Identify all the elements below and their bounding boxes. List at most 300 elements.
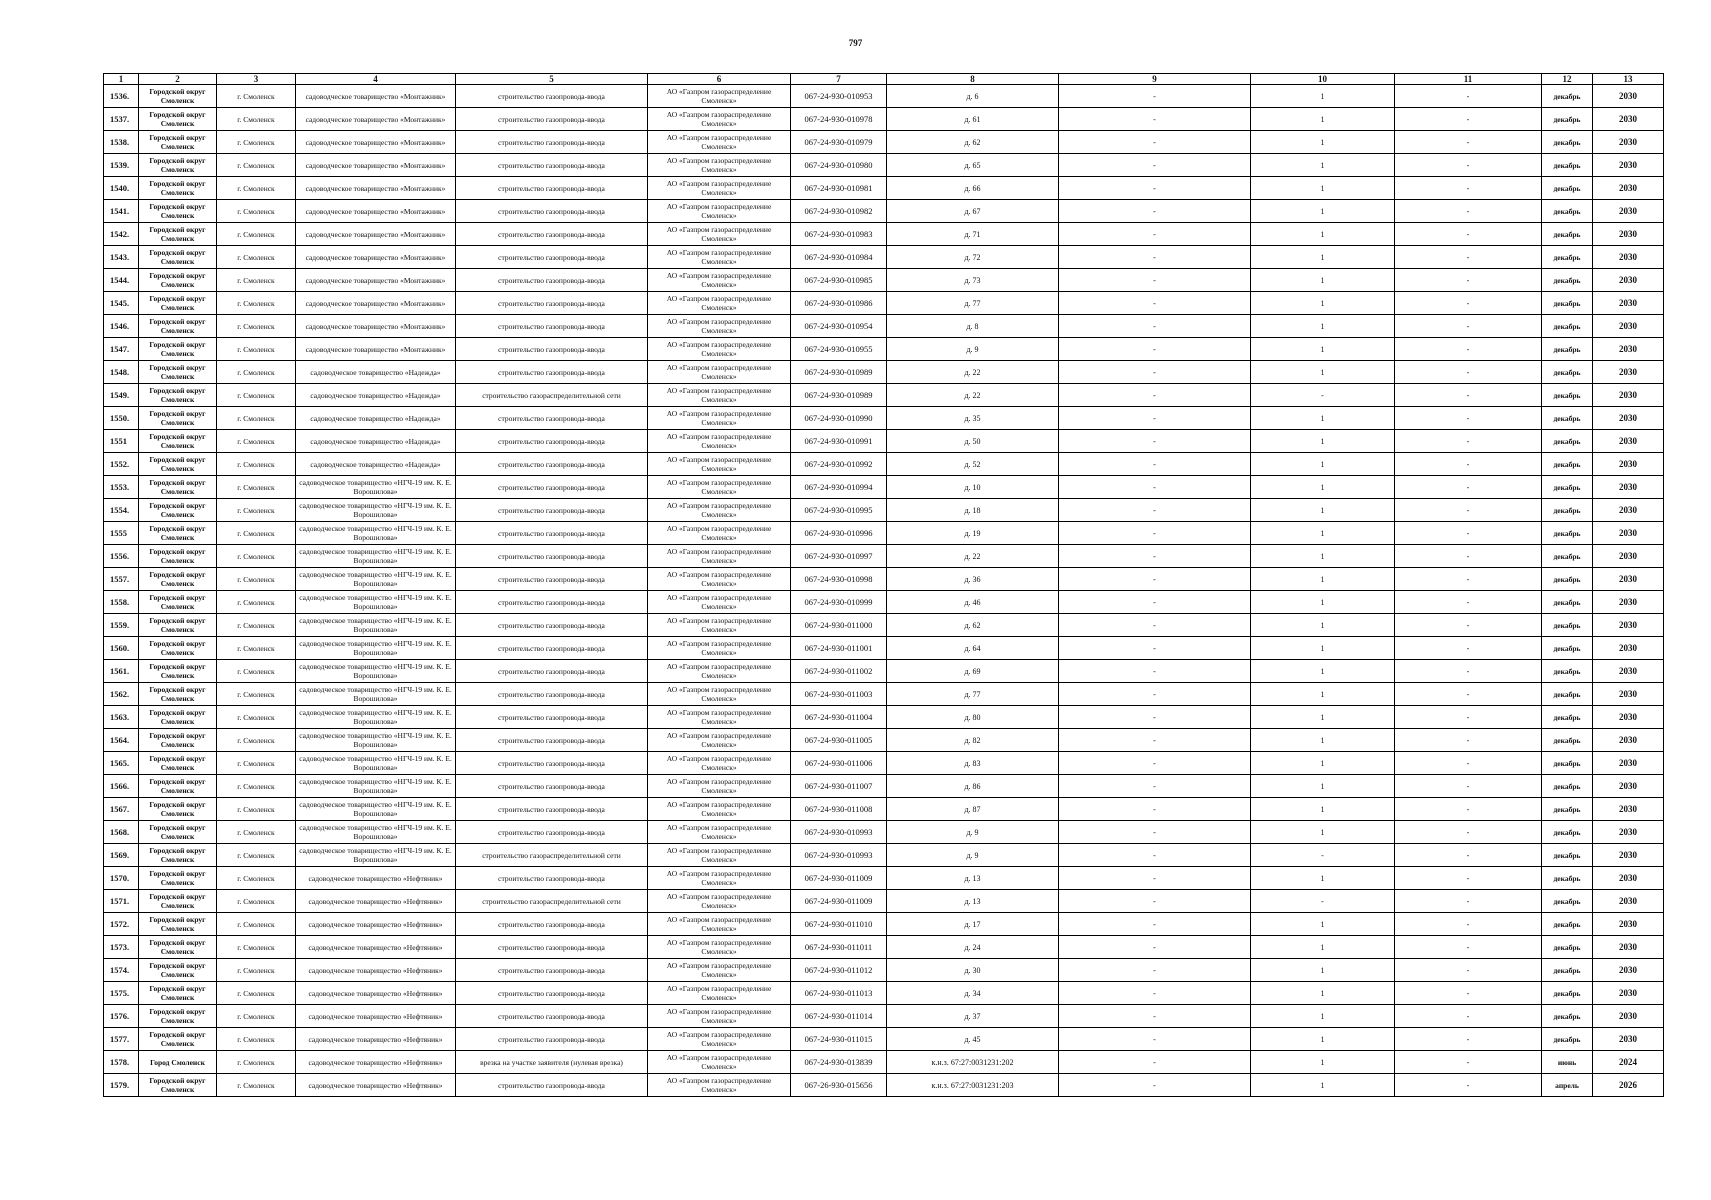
cell-month: декабрь: [1542, 545, 1593, 568]
cell-request-code: 067-24-930-011002: [791, 660, 887, 683]
cell-year: 2030: [1593, 85, 1664, 108]
cell-col-10: 1: [1251, 85, 1395, 108]
cell-organization: садоводческое товарищество «НГЧ-19 им. К. Е. Ворошилова»: [296, 614, 456, 637]
cell-operator: АО «Газпром газораспределение Смоленск»: [648, 453, 791, 476]
cell-locality: г. Смоленск: [217, 1074, 296, 1097]
cell-col-10: 1: [1251, 453, 1395, 476]
cell-operator: АО «Газпром газораспределение Смоленск»: [648, 499, 791, 522]
cell-locality: г. Смоленск: [217, 1028, 296, 1051]
cell-col-11: -: [1395, 1028, 1542, 1051]
table-row: [104, 982, 1664, 1005]
cell-month: декабрь: [1542, 913, 1593, 936]
cell-plot: д. 77: [887, 683, 1059, 706]
column-header-2: 2: [139, 74, 217, 85]
cell-organization: садоводческое товарищество «НГЧ-19 им. К. Е. Ворошилова»: [296, 798, 456, 821]
cell-municipality: Городской округ Смоленск: [139, 959, 217, 982]
cell-col-10: 1: [1251, 246, 1395, 269]
cell-operator: АО «Газпром газораспределение Смоленск»: [648, 361, 791, 384]
cell-organization: садоводческое товарищество «Нефтяник»: [296, 1005, 456, 1028]
cell-col-11: -: [1395, 798, 1542, 821]
cell-organization: садоводческое товарищество «Нефтяник»: [296, 1051, 456, 1074]
cell-plot: д. 83: [887, 752, 1059, 775]
cell-operator: АО «Газпром газораспределение Смоленск»: [648, 522, 791, 545]
cell-col-11: -: [1395, 315, 1542, 338]
cell-col-10: 1: [1251, 821, 1395, 844]
cell-col-10: 1: [1251, 154, 1395, 177]
cell-col-9: -: [1059, 614, 1251, 637]
cell-col-10: 1: [1251, 131, 1395, 154]
table-row: [104, 775, 1664, 798]
cell-col-10: 1: [1251, 867, 1395, 890]
cell-year: 2030: [1593, 867, 1664, 890]
cell-col-10: 1: [1251, 200, 1395, 223]
cell-col-11: -: [1395, 154, 1542, 177]
cell-col-9: -: [1059, 453, 1251, 476]
cell-month: декабрь: [1542, 982, 1593, 1005]
cell-organization: садоводческое товарищество «Монтажник»: [296, 85, 456, 108]
cell-work-type: строительство газопровода-ввода: [456, 798, 648, 821]
cell-municipality: Городской округ Смоленск: [139, 591, 217, 614]
cell-year: 2030: [1593, 292, 1664, 315]
cell-year: 2030: [1593, 108, 1664, 131]
cell-col-9: -: [1059, 591, 1251, 614]
cell-col-11: -: [1395, 246, 1542, 269]
cell-col-9: -: [1059, 660, 1251, 683]
cell-year: 2030: [1593, 1005, 1664, 1028]
cell-municipality: Городской округ Смоленск: [139, 729, 217, 752]
cell-col-9: -: [1059, 338, 1251, 361]
cell-locality: г. Смоленск: [217, 1005, 296, 1028]
cell-row-number: 1561.: [104, 660, 139, 683]
cell-municipality: Городской округ Смоленск: [139, 568, 217, 591]
cell-organization: садоводческое товарищество «Монтажник»: [296, 200, 456, 223]
cell-locality: г. Смоленск: [217, 683, 296, 706]
cell-col-9: -: [1059, 1005, 1251, 1028]
cell-operator: АО «Газпром газораспределение Смоленск»: [648, 890, 791, 913]
cell-col-11: -: [1395, 913, 1542, 936]
cell-operator: АО «Газпром газораспределение Смоленск»: [648, 683, 791, 706]
cell-year: 2030: [1593, 453, 1664, 476]
cell-request-code: 067-24-930-011000: [791, 614, 887, 637]
cell-operator: АО «Газпром газораспределение Смоленск»: [648, 407, 791, 430]
cell-month: декабрь: [1542, 1005, 1593, 1028]
table-row: [104, 1005, 1664, 1028]
cell-col-9: -: [1059, 430, 1251, 453]
cell-organization: садоводческое товарищество «Нефтяник»: [296, 1074, 456, 1097]
table-row: [104, 384, 1664, 407]
cell-month: декабрь: [1542, 453, 1593, 476]
cell-locality: г. Смоленск: [217, 660, 296, 683]
cell-plot: д. 13: [887, 867, 1059, 890]
cell-col-9: -: [1059, 85, 1251, 108]
cell-col-11: -: [1395, 775, 1542, 798]
cell-row-number: 1544.: [104, 269, 139, 292]
column-header-6: 6: [648, 74, 791, 85]
cell-month: декабрь: [1542, 821, 1593, 844]
table-row: [104, 614, 1664, 637]
cell-organization: садоводческое товарищество «Монтажник»: [296, 338, 456, 361]
column-header-4: 4: [296, 74, 456, 85]
table-row: [104, 131, 1664, 154]
cell-operator: АО «Газпром газораспределение Смоленск»: [648, 246, 791, 269]
cell-col-9: -: [1059, 982, 1251, 1005]
cell-work-type: строительство газопровода-ввода: [456, 85, 648, 108]
cell-col-11: -: [1395, 223, 1542, 246]
cell-col-10: 1: [1251, 1028, 1395, 1051]
cell-plot: д. 46: [887, 591, 1059, 614]
cell-year: 2030: [1593, 614, 1664, 637]
cell-col-10: 1: [1251, 338, 1395, 361]
cell-col-9: -: [1059, 315, 1251, 338]
cell-row-number: 1566.: [104, 775, 139, 798]
cell-locality: г. Смоленск: [217, 85, 296, 108]
cell-locality: г. Смоленск: [217, 706, 296, 729]
cell-work-type: строительство газопровода-ввода: [456, 752, 648, 775]
cell-row-number: 1563.: [104, 706, 139, 729]
cell-request-code: 067-24-930-010989: [791, 384, 887, 407]
table-row: [104, 315, 1664, 338]
cell-organization: садоводческое товарищество «Монтажник»: [296, 292, 456, 315]
cell-municipality: Городской округ Смоленск: [139, 637, 217, 660]
cell-year: 2030: [1593, 269, 1664, 292]
cell-col-9: -: [1059, 361, 1251, 384]
cell-work-type: строительство газопровода-ввода: [456, 453, 648, 476]
cell-work-type: строительство газопровода-ввода: [456, 821, 648, 844]
cell-municipality: Городской округ Смоленск: [139, 269, 217, 292]
cell-operator: АО «Газпром газораспределение Смоленск»: [648, 982, 791, 1005]
cell-month: декабрь: [1542, 614, 1593, 637]
cell-operator: АО «Газпром газораспределение Смоленск»: [648, 798, 791, 821]
cell-locality: г. Смоленск: [217, 223, 296, 246]
cell-col-9: -: [1059, 867, 1251, 890]
cell-work-type: строительство газопровода-ввода: [456, 568, 648, 591]
cell-row-number: 1573.: [104, 936, 139, 959]
cell-work-type: строительство газопровода-ввода: [456, 982, 648, 1005]
cell-year: 2030: [1593, 936, 1664, 959]
cell-col-11: -: [1395, 361, 1542, 384]
cell-work-type: строительство газопровода-ввода: [456, 545, 648, 568]
cell-request-code: 067-24-930-010993: [791, 844, 887, 867]
cell-request-code: 067-24-930-011007: [791, 775, 887, 798]
cell-locality: г. Смоленск: [217, 499, 296, 522]
cell-locality: г. Смоленск: [217, 131, 296, 154]
table-row: [104, 844, 1664, 867]
cell-month: декабрь: [1542, 476, 1593, 499]
cell-year: 2030: [1593, 982, 1664, 1005]
cell-col-11: -: [1395, 568, 1542, 591]
cell-col-9: -: [1059, 775, 1251, 798]
cell-year: 2030: [1593, 591, 1664, 614]
cell-row-number: 1569.: [104, 844, 139, 867]
table-row: [104, 729, 1664, 752]
cell-municipality: Городской округ Смоленск: [139, 407, 217, 430]
cell-col-9: -: [1059, 476, 1251, 499]
cell-work-type: строительство газораспределительной сети: [456, 844, 648, 867]
cell-work-type: строительство газопровода-ввода: [456, 637, 648, 660]
cell-row-number: 1539.: [104, 154, 139, 177]
cell-row-number: 1559.: [104, 614, 139, 637]
cell-month: декабрь: [1542, 315, 1593, 338]
cell-col-10: 1: [1251, 913, 1395, 936]
cell-year: 2030: [1593, 131, 1664, 154]
cell-organization: садоводческое товарищество «НГЧ-19 им. К. Е. Ворошилова»: [296, 637, 456, 660]
cell-month: декабрь: [1542, 959, 1593, 982]
cell-organization: садоводческое товарищество «НГЧ-19 им. К. Е. Ворошилова»: [296, 752, 456, 775]
column-header-12: 12: [1542, 74, 1593, 85]
cell-municipality: Городской округ Смоленск: [139, 361, 217, 384]
cell-municipality: Городской округ Смоленск: [139, 499, 217, 522]
table-row: [104, 959, 1664, 982]
cell-month: апрель: [1542, 1074, 1593, 1097]
cell-col-11: -: [1395, 522, 1542, 545]
table-row: [104, 499, 1664, 522]
table-row: [104, 177, 1664, 200]
cell-year: 2030: [1593, 223, 1664, 246]
cell-year: 2030: [1593, 407, 1664, 430]
cell-row-number: 1556.: [104, 545, 139, 568]
cell-operator: АО «Газпром газораспределение Смоленск»: [648, 108, 791, 131]
cell-col-11: -: [1395, 982, 1542, 1005]
cell-col-9: -: [1059, 637, 1251, 660]
cell-locality: г. Смоленск: [217, 982, 296, 1005]
cell-work-type: строительство газопровода-ввода: [456, 522, 648, 545]
cell-year: 2030: [1593, 683, 1664, 706]
cell-work-type: строительство газопровода-ввода: [456, 775, 648, 798]
cell-municipality: Городской округ Смоленск: [139, 177, 217, 200]
table-row: [104, 545, 1664, 568]
table-row: [104, 223, 1664, 246]
registry-table: [103, 73, 1664, 1097]
table-row: [104, 269, 1664, 292]
cell-col-9: -: [1059, 545, 1251, 568]
cell-plot: д. 37: [887, 1005, 1059, 1028]
cell-organization: садоводческое товарищество «НГЧ-19 им. К. Е. Ворошилова»: [296, 706, 456, 729]
cell-organization: садоводческое товарищество «НГЧ-19 им. К. Е. Ворошилова»: [296, 660, 456, 683]
cell-operator: АО «Газпром газораспределение Смоленск»: [648, 131, 791, 154]
cell-row-number: 1557.: [104, 568, 139, 591]
table-row: [104, 361, 1664, 384]
cell-col-11: -: [1395, 292, 1542, 315]
table-row: [104, 292, 1664, 315]
cell-col-10: 1: [1251, 361, 1395, 384]
cell-col-10: 1: [1251, 706, 1395, 729]
cell-month: декабрь: [1542, 752, 1593, 775]
cell-col-10: 1: [1251, 614, 1395, 637]
cell-locality: г. Смоленск: [217, 522, 296, 545]
cell-col-10: 1: [1251, 522, 1395, 545]
cell-row-number: 1562.: [104, 683, 139, 706]
table-row: [104, 246, 1664, 269]
cell-col-11: -: [1395, 752, 1542, 775]
cell-plot: д. 19: [887, 522, 1059, 545]
cell-col-11: -: [1395, 706, 1542, 729]
cell-work-type: строительство газопровода-ввода: [456, 315, 648, 338]
cell-work-type: строительство газопровода-ввода: [456, 499, 648, 522]
cell-municipality: Городской округ Смоленск: [139, 614, 217, 637]
cell-plot: д. 86: [887, 775, 1059, 798]
cell-request-code: 067-24-930-011001: [791, 637, 887, 660]
cell-col-11: -: [1395, 729, 1542, 752]
cell-operator: АО «Газпром газораспределение Смоленск»: [648, 476, 791, 499]
cell-row-number: 1549.: [104, 384, 139, 407]
cell-col-10: 1: [1251, 982, 1395, 1005]
cell-request-code: 067-24-930-011009: [791, 867, 887, 890]
cell-col-9: -: [1059, 407, 1251, 430]
cell-col-9: -: [1059, 568, 1251, 591]
cell-col-10: 1: [1251, 430, 1395, 453]
table-row: [104, 890, 1664, 913]
cell-locality: г. Смоленск: [217, 246, 296, 269]
cell-request-code: 067-24-930-011012: [791, 959, 887, 982]
cell-row-number: 1555: [104, 522, 139, 545]
cell-year: 2030: [1593, 568, 1664, 591]
cell-col-10: 1: [1251, 1051, 1395, 1074]
cell-request-code: 067-24-930-011003: [791, 683, 887, 706]
cell-row-number: 1571.: [104, 890, 139, 913]
cell-organization: садоводческое товарищество «НГЧ-19 им. К. Е. Ворошилова»: [296, 568, 456, 591]
cell-row-number: 1537.: [104, 108, 139, 131]
cell-operator: АО «Газпром газораспределение Смоленск»: [648, 614, 791, 637]
cell-plot: д. 35: [887, 407, 1059, 430]
cell-col-10: 1: [1251, 591, 1395, 614]
cell-municipality: Городской округ Смоленск: [139, 223, 217, 246]
cell-plot: д. 45: [887, 1028, 1059, 1051]
column-header-9: 9: [1059, 74, 1251, 85]
cell-year: 2030: [1593, 637, 1664, 660]
cell-col-11: -: [1395, 591, 1542, 614]
cell-work-type: врезка на участке заявителя (нулевая врезка): [456, 1051, 648, 1074]
cell-col-11: -: [1395, 1051, 1542, 1074]
cell-plot: д. 22: [887, 361, 1059, 384]
cell-request-code: 067-24-930-011010: [791, 913, 887, 936]
cell-locality: г. Смоленск: [217, 384, 296, 407]
cell-plot: д. 8: [887, 315, 1059, 338]
cell-col-10: 1: [1251, 108, 1395, 131]
column-header-10: 10: [1251, 74, 1395, 85]
cell-locality: г. Смоленск: [217, 752, 296, 775]
cell-operator: АО «Газпром газораспределение Смоленск»: [648, 269, 791, 292]
cell-municipality: Городской округ Смоленск: [139, 338, 217, 361]
cell-work-type: строительство газопровода-ввода: [456, 338, 648, 361]
cell-month: декабрь: [1542, 522, 1593, 545]
cell-request-code: 067-24-930-010997: [791, 545, 887, 568]
cell-plot: д. 6: [887, 85, 1059, 108]
cell-organization: садоводческое товарищество «Надежда»: [296, 453, 456, 476]
cell-month: декабрь: [1542, 430, 1593, 453]
cell-work-type: строительство газопровода-ввода: [456, 476, 648, 499]
cell-month: декабрь: [1542, 361, 1593, 384]
cell-organization: садоводческое товарищество «НГЧ-19 им. К. Е. Ворошилова»: [296, 591, 456, 614]
cell-col-11: -: [1395, 407, 1542, 430]
cell-operator: АО «Газпром газораспределение Смоленск»: [648, 775, 791, 798]
cell-year: 2030: [1593, 890, 1664, 913]
cell-row-number: 1550.: [104, 407, 139, 430]
cell-operator: АО «Газпром газораспределение Смоленск»: [648, 591, 791, 614]
cell-request-code: 067-24-930-010978: [791, 108, 887, 131]
cell-organization: садоводческое товарищество «НГЧ-19 им. К. Е. Ворошилова»: [296, 545, 456, 568]
cell-month: декабрь: [1542, 1028, 1593, 1051]
cell-col-11: -: [1395, 844, 1542, 867]
cell-request-code: 067-24-930-010990: [791, 407, 887, 430]
cell-locality: г. Смоленск: [217, 407, 296, 430]
cell-col-11: -: [1395, 683, 1542, 706]
cell-operator: АО «Газпром газораспределение Смоленск»: [648, 154, 791, 177]
cell-col-9: -: [1059, 959, 1251, 982]
cell-col-10: -: [1251, 844, 1395, 867]
cell-col-10: 1: [1251, 729, 1395, 752]
cell-month: декабрь: [1542, 844, 1593, 867]
cell-plot: д. 64: [887, 637, 1059, 660]
cell-municipality: Городской округ Смоленск: [139, 384, 217, 407]
cell-month: декабрь: [1542, 407, 1593, 430]
cell-year: 2030: [1593, 384, 1664, 407]
cell-municipality: Городской округ Смоленск: [139, 476, 217, 499]
cell-locality: г. Смоленск: [217, 568, 296, 591]
cell-organization: садоводческое товарищество «НГЧ-19 им. К. Е. Ворошилова»: [296, 844, 456, 867]
cell-locality: г. Смоленск: [217, 453, 296, 476]
cell-organization: садоводческое товарищество «Надежда»: [296, 361, 456, 384]
cell-month: декабрь: [1542, 269, 1593, 292]
cell-month: декабрь: [1542, 568, 1593, 591]
cell-month: декабрь: [1542, 85, 1593, 108]
cell-month: декабрь: [1542, 729, 1593, 752]
cell-organization: садоводческое товарищество «Нефтяник»: [296, 936, 456, 959]
cell-col-9: -: [1059, 683, 1251, 706]
cell-organization: садоводческое товарищество «Монтажник»: [296, 269, 456, 292]
cell-work-type: строительство газопровода-ввода: [456, 407, 648, 430]
table-row: [104, 522, 1664, 545]
cell-work-type: строительство газопровода-ввода: [456, 913, 648, 936]
cell-plot: д. 87: [887, 798, 1059, 821]
cell-work-type: строительство газопровода-ввода: [456, 154, 648, 177]
cell-col-11: -: [1395, 338, 1542, 361]
cell-plot: д. 22: [887, 545, 1059, 568]
cell-plot: д. 36: [887, 568, 1059, 591]
cell-col-10: 1: [1251, 476, 1395, 499]
table-row: [104, 476, 1664, 499]
cell-month: декабрь: [1542, 591, 1593, 614]
cell-col-11: -: [1395, 1074, 1542, 1097]
cell-row-number: 1558.: [104, 591, 139, 614]
cell-municipality: Городской округ Смоленск: [139, 660, 217, 683]
table-row: [104, 706, 1664, 729]
cell-month: декабрь: [1542, 775, 1593, 798]
cell-plot: д. 10: [887, 476, 1059, 499]
cell-year: 2030: [1593, 315, 1664, 338]
cell-operator: АО «Газпром газораспределение Смоленск»: [648, 430, 791, 453]
cell-month: декабрь: [1542, 384, 1593, 407]
cell-year: 2030: [1593, 752, 1664, 775]
cell-plot: д. 13: [887, 890, 1059, 913]
cell-month: декабрь: [1542, 108, 1593, 131]
cell-request-code: 067-24-930-010994: [791, 476, 887, 499]
cell-plot: д. 62: [887, 131, 1059, 154]
cell-col-9: -: [1059, 821, 1251, 844]
cell-plot: д. 66: [887, 177, 1059, 200]
cell-plot: д. 52: [887, 453, 1059, 476]
cell-organization: садоводческое товарищество «Монтажник»: [296, 154, 456, 177]
cell-operator: АО «Газпром газораспределение Смоленск»: [648, 315, 791, 338]
cell-operator: АО «Газпром газораспределение Смоленск»: [648, 637, 791, 660]
cell-col-11: -: [1395, 384, 1542, 407]
cell-row-number: 1564.: [104, 729, 139, 752]
cell-work-type: строительство газопровода-ввода: [456, 430, 648, 453]
cell-plot: д. 9: [887, 338, 1059, 361]
cell-operator: АО «Газпром газораспределение Смоленск»: [648, 223, 791, 246]
cell-plot: д. 77: [887, 292, 1059, 315]
cell-col-9: -: [1059, 729, 1251, 752]
cell-request-code: 067-24-930-013839: [791, 1051, 887, 1074]
